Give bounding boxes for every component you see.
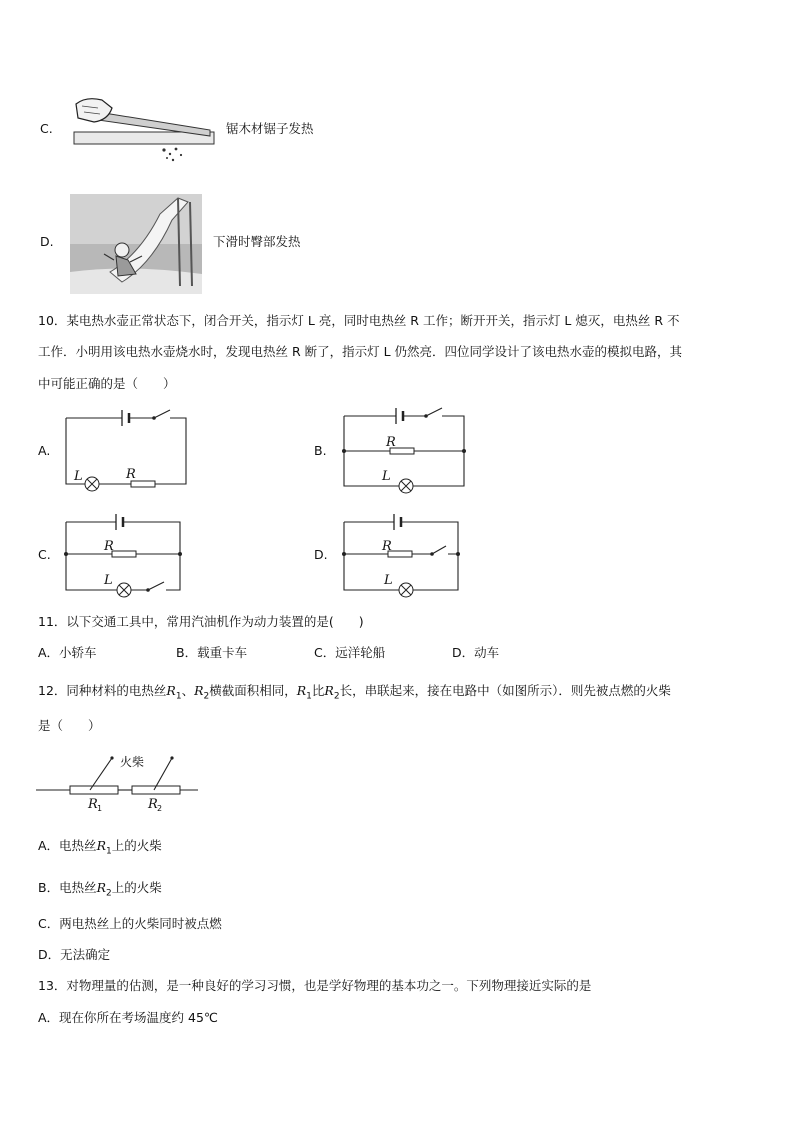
slide-illustration xyxy=(70,194,202,294)
q11-option-b: B．载重卡车 xyxy=(176,645,248,660)
circuit-a-resistor-label: R xyxy=(126,467,136,482)
circuit-d-resistor-label: R xyxy=(382,539,392,554)
circuit-d-letter: D. xyxy=(314,547,328,562)
circuit-d-lamp-label: L xyxy=(384,573,393,588)
option-d-caption: 下滑时臀部发热 xyxy=(213,234,301,249)
option-c-letter: C. xyxy=(40,121,53,136)
sawing-wood-illustration xyxy=(68,94,216,164)
q12-stem-line2: 是（ ） xyxy=(38,718,101,733)
circuit-d-diagram xyxy=(340,512,464,594)
option-d-letter: D. xyxy=(40,234,54,249)
match-label: 火柴 xyxy=(120,755,145,769)
circuit-a-diagram xyxy=(60,404,190,488)
circuit-c-letter: C. xyxy=(38,547,51,562)
circuit-c-resistor-label: R xyxy=(104,539,114,554)
q12-option-c: C．两电热丝上的火柴同时被点燃 xyxy=(38,916,222,931)
match-resistor-figure xyxy=(36,752,200,814)
circuit-a-lamp-label: L xyxy=(74,469,83,484)
q12-option-b: B．电热丝$R_2$上的火柴 xyxy=(38,880,162,899)
q10-stem-line3: 中可能正确的是（ ） xyxy=(38,376,176,391)
q11-option-d: D．动车 xyxy=(452,645,500,660)
circuit-b-resistor-label: R xyxy=(386,435,396,450)
q10-stem-line2: 工作．小明用该电热水壶烧水时，发现电热丝 R 断了，指示灯 L 仍然亮．四位同学设计了该电热水壶的模拟电路，其 xyxy=(38,344,683,359)
r2-label: R xyxy=(148,797,158,812)
q12-stem-line1: 12．同种材料的电热丝$R_1$、$R_2$横截面积相同，$R_1$比$R_2$长，串联起来，接在电路中（如图所示）．则先被点燃的火柴 xyxy=(38,683,671,702)
circuit-b-lamp-label: L xyxy=(382,469,391,484)
circuit-c-diagram xyxy=(62,512,186,594)
r1-label: R xyxy=(88,797,98,812)
r1-label-sub: 1 xyxy=(97,804,103,813)
circuit-b-diagram xyxy=(340,404,470,490)
option-c-caption: 锯木材锯子发热 xyxy=(226,121,314,136)
circuit-b-letter: B. xyxy=(314,443,327,458)
circuit-c-lamp-label: L xyxy=(104,573,113,588)
q12-option-a: A．电热丝$R_1$上的火柴 xyxy=(38,838,162,857)
q11-option-c: C．远洋轮船 xyxy=(314,645,386,660)
q13-option-a: A．现在你所在考场温度约 45℃ xyxy=(38,1010,218,1025)
q10-stem-line1: 10．某电热水壶正常状态下，闭合开关，指示灯 L 亮，同时电热丝 R 工作；断开开关，指示灯 L 熄灭，电热丝 R 不 xyxy=(38,313,680,328)
r2-label-sub: 2 xyxy=(157,804,163,813)
q12-option-d: D．无法确定 xyxy=(38,947,111,962)
circuit-a-letter: A. xyxy=(38,443,51,458)
q13-stem: 13．对物理量的估测，是一种良好的学习习惯，也是学好物理的基本功之一。下列物理接近实际的是 xyxy=(38,978,592,993)
q11-stem: 11．以下交通工具中，常用汽油机作为动力装置的是( ) xyxy=(38,614,364,629)
q11-option-a: A．小轿车 xyxy=(38,645,97,660)
